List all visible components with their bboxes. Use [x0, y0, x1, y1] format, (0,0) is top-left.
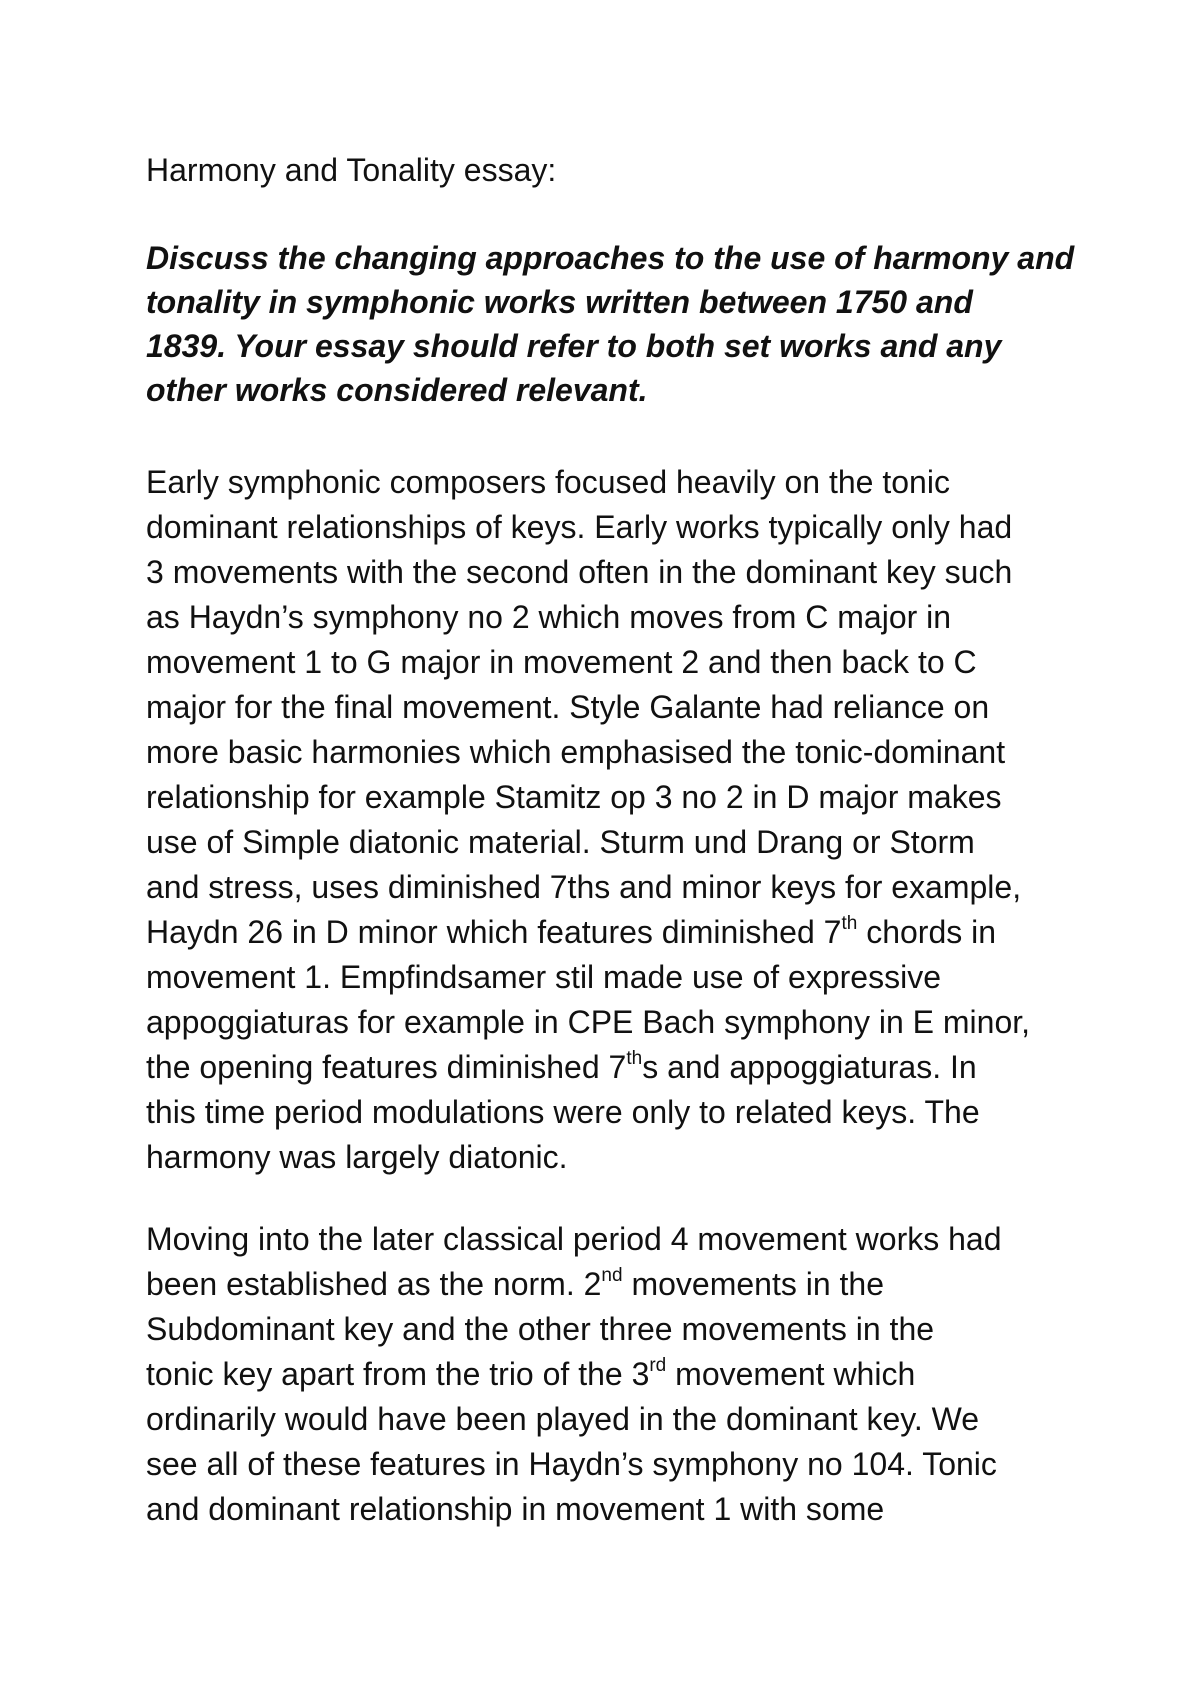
line-segment: been established as the norm. 2: [146, 1266, 602, 1302]
paragraph-line: major for the final movement. Style Galante had reliance on: [146, 689, 990, 725]
paragraph-line: and dominant relationship in movement 1 with some: [146, 1491, 885, 1527]
line-segment: movement which: [666, 1356, 916, 1392]
essay-title: [146, 148, 1086, 193]
essay-title-text: Harmony and Tonality essay:: [146, 152, 557, 188]
paragraph-line: movement 1 to G major in movement 2 and then back to C: [146, 644, 977, 680]
line-segment: the opening features diminished 7: [146, 1049, 627, 1085]
paragraph-line: this time period modulations were only to related keys. The: [146, 1094, 980, 1130]
body-paragraph-2: [146, 1217, 1086, 1532]
prompt-line: tonality in symphonic works written between 1750 and: [146, 284, 973, 320]
line-segment: tonic key apart from the trio of the 3: [146, 1356, 650, 1392]
body-paragraph-1: [146, 460, 1086, 1180]
superscript: th: [841, 913, 858, 935]
paragraph-line: and stress, uses diminished 7ths and minor keys for example,: [146, 869, 1022, 905]
prompt-line: 1839. Your essay should refer to both set works and any: [146, 328, 1002, 364]
superscript: rd: [649, 1355, 667, 1377]
prompt-line: Discuss the changing approaches to the use of harmony and: [146, 240, 1075, 276]
line-segment: movements in the: [622, 1266, 884, 1302]
paragraph-line: more basic harmonies which emphasised the tonic-dominant: [146, 734, 1006, 770]
paragraph-line: ordinarily would have been played in the dominant key. We: [146, 1401, 980, 1437]
paragraph-line: [146, 910, 1086, 955]
essay-prompt: [146, 236, 1086, 412]
paragraph-line: use of Simple diatonic material. Sturm und Drang or Storm: [146, 824, 975, 860]
line-segment: s and appoggiaturas. In: [642, 1049, 977, 1085]
paragraph-line: harmony was largely diatonic.: [146, 1139, 568, 1175]
line-segment: chords in: [857, 914, 997, 950]
paragraph-line: [146, 1352, 1086, 1397]
paragraph-line: appoggiaturas for example in CPE Bach symphony in E minor,: [146, 1004, 1031, 1040]
line-segment: Haydn 26 in D minor which features diminished 7: [146, 914, 842, 950]
paragraph-line: relationship for example Stamitz op 3 no 2 in D major makes: [146, 779, 1002, 815]
paragraph-line: Early symphonic composers focused heavily on the tonic: [146, 464, 950, 500]
paragraph-line: [146, 1045, 1086, 1090]
paragraph-line: [146, 1262, 1086, 1307]
prompt-line: other works considered relevant.: [146, 372, 648, 408]
superscript: nd: [601, 1265, 623, 1287]
paragraph-line: 3 movements with the second often in the dominant key such: [146, 554, 1013, 590]
superscript: th: [626, 1048, 643, 1070]
paragraph-line: Moving into the later classical period 4 movement works had: [146, 1221, 1002, 1257]
paragraph-line: as Haydn’s symphony no 2 which moves from C major in: [146, 599, 952, 635]
paragraph-line: see all of these features in Haydn’s symphony no 104. Tonic: [146, 1446, 997, 1482]
paragraph-line: Subdominant key and the other three movements in the: [146, 1311, 935, 1347]
paragraph-line: dominant relationships of keys. Early works typically only had: [146, 509, 1013, 545]
paragraph-line: movement 1. Empfindsamer stil made use of expressive: [146, 959, 941, 995]
